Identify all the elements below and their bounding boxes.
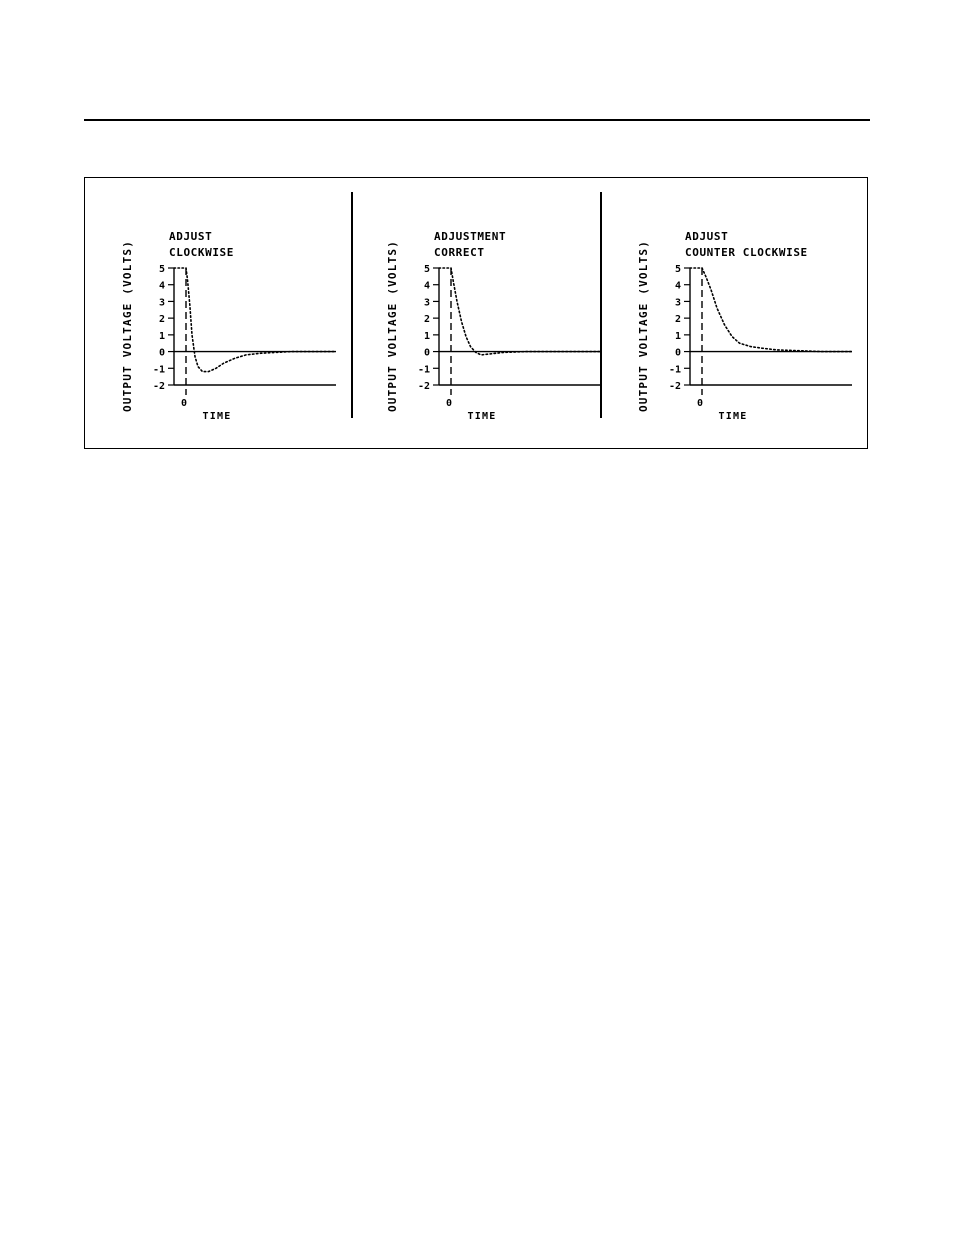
chart-3-ytick-label-2: 4 bbox=[674, 280, 681, 292]
chart-2-xlabel: TIME bbox=[467, 411, 497, 422]
figure-frame bbox=[84, 177, 868, 449]
chart-3-ytick-label-4: 2 bbox=[674, 314, 681, 326]
chart-3-ytick-label-6: 0 bbox=[674, 347, 681, 359]
chart-2-xtick-label-1: 0 bbox=[445, 398, 453, 409]
chart-2-svg bbox=[352, 178, 602, 450]
header-rule bbox=[84, 119, 870, 121]
chart-2-ytick-label-5: 1 bbox=[423, 330, 430, 342]
chart-2-ylabel: OUTPUT VOLTAGE (VOLTS) bbox=[386, 239, 399, 413]
chart-1-ytick-label-8: -2 bbox=[152, 381, 165, 392]
chart-2-title-line-2: CORRECT bbox=[434, 246, 485, 259]
chart-3-series-line bbox=[690, 268, 852, 352]
chart-1-ytick-label-2: 4 bbox=[158, 280, 165, 292]
chart-1-series-line bbox=[174, 268, 336, 372]
chart-2-title-line-1: ADJUSTMENT bbox=[434, 230, 507, 243]
chart-1-ytick-label-5: 1 bbox=[158, 330, 165, 342]
chart-3-xlabel: TIME bbox=[718, 411, 748, 422]
chart-2-ytick-label-1: 5 bbox=[423, 264, 430, 275]
chart-2-ytick-label-3: 3 bbox=[423, 297, 430, 309]
panel-separator-2 bbox=[600, 192, 602, 418]
chart-panel-2 bbox=[352, 178, 602, 450]
chart-3-ylabel: OUTPUT VOLTAGE (VOLTS) bbox=[637, 239, 650, 413]
chart-3-ytick-label-7: -1 bbox=[668, 364, 681, 376]
chart-1-ylabel: OUTPUT VOLTAGE (VOLTS) bbox=[121, 239, 134, 413]
chart-3-title-line-1: ADJUST bbox=[685, 230, 729, 243]
chart-panel-1 bbox=[87, 178, 337, 450]
chart-3-title-line-2: COUNTER CLOCKWISE bbox=[685, 246, 808, 259]
chart-1-ytick-label-7: -1 bbox=[152, 364, 165, 376]
chart-3-ytick-label-8: -2 bbox=[668, 381, 681, 392]
chart-1-ytick-label-1: 5 bbox=[158, 264, 165, 275]
chart-3-ytick-label-3: 3 bbox=[674, 297, 681, 309]
chart-2-series-line bbox=[439, 268, 601, 355]
chart-2-ytick-label-8: -2 bbox=[417, 381, 430, 392]
chart-1-title-line-2: CLOCKWISE bbox=[169, 246, 235, 259]
chart-2-ytick-label-2: 4 bbox=[423, 280, 430, 292]
chart-1-svg bbox=[87, 178, 337, 450]
chart-2-ytick-label-4: 2 bbox=[423, 314, 430, 326]
chart-2-ytick-label-6: 0 bbox=[423, 347, 430, 359]
chart-3-xtick-label-1: 0 bbox=[696, 398, 704, 409]
chart-1-title-line-1: ADJUST bbox=[169, 230, 213, 243]
chart-3-svg bbox=[603, 178, 853, 450]
chart-3-ytick-label-1: 5 bbox=[674, 264, 681, 275]
chart-panel-3 bbox=[603, 178, 853, 450]
chart-1-ytick-label-6: 0 bbox=[158, 347, 165, 359]
chart-1-xtick-label-1: 0 bbox=[180, 398, 188, 409]
chart-1-ytick-label-4: 2 bbox=[158, 314, 165, 326]
chart-3-ytick-label-5: 1 bbox=[674, 330, 681, 342]
chart-1-ytick-label-3: 3 bbox=[158, 297, 165, 309]
chart-1-xlabel: TIME bbox=[202, 411, 232, 422]
chart-2-ytick-label-7: -1 bbox=[417, 364, 430, 376]
